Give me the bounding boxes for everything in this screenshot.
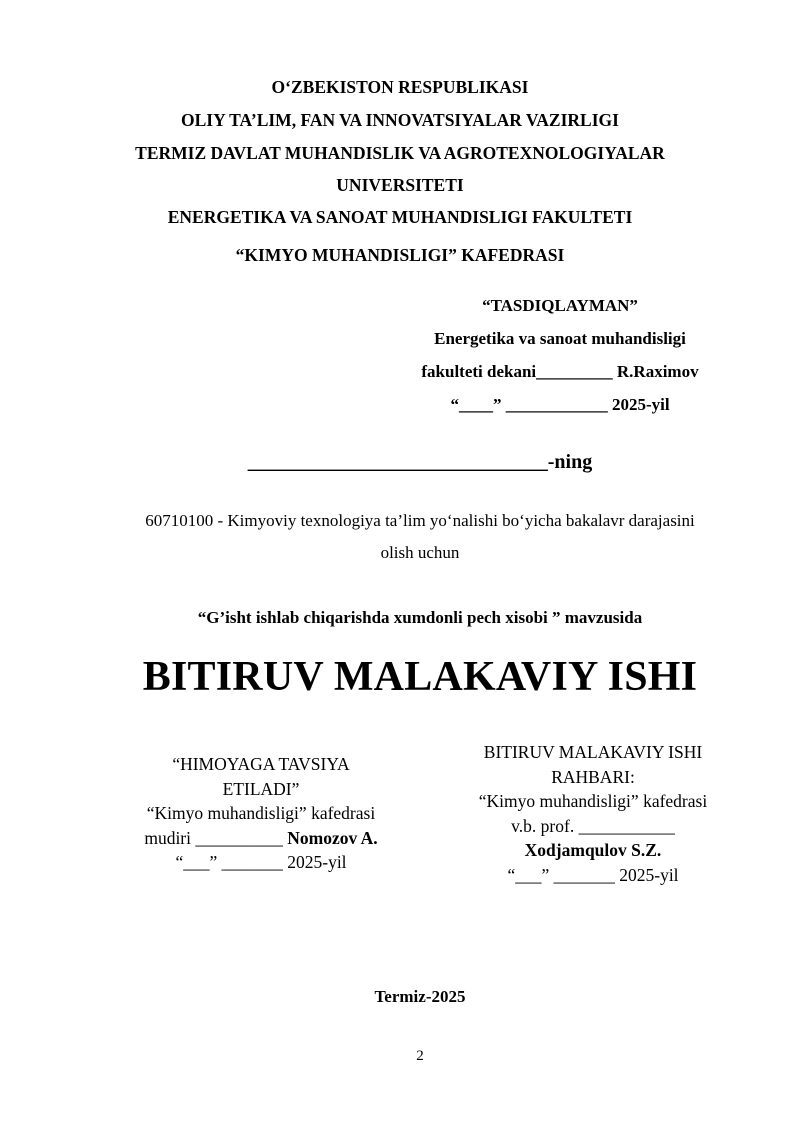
- left-line4: [130, 826, 392, 851]
- specialty-line2: olish uchun: [380, 543, 460, 562]
- left-line2: ETILADI”: [222, 778, 300, 799]
- header-university-line2: UNIVERSITETI: [336, 175, 464, 195]
- specialty-line1: 60710100 - Kimyoviy texnologiya ta’lim yo‘nalishi bo‘yicha bakalavr darajasini: [145, 511, 695, 530]
- approval-date: “____” ____________ 2025-yil: [450, 395, 670, 414]
- right-supervisor-name: Xodjamqulov S.Z.: [524, 840, 662, 860]
- defense-recommendation-block: [130, 752, 392, 875]
- right-line3: “Kimyo muhandisligi” kafedrasi: [478, 791, 708, 811]
- header-ministry: OLIY TA’LIM, FAN VA INNOVATSIYALAR VAZIRLIGI: [181, 110, 619, 130]
- left-line1: “HIMOYAGA TAVSIYA: [172, 754, 350, 774]
- right-line1: BITIRUV MALAKAVIY ISHI: [483, 742, 703, 762]
- left-head-name: Nomozov A.: [287, 827, 378, 848]
- header-university-line1: TERMIZ DAVLAT MUHANDISLIK VA AGROTEXNOLOGIYALAR: [135, 143, 665, 163]
- thesis-topic: “G’isht ishlab chiqarishda xumdonli pech xisobi ” mavzusida: [197, 608, 643, 627]
- header-country: O‘ZBEKISTON RESPUBLIKASI: [271, 77, 529, 97]
- right-line2: RAHBARI:: [551, 766, 635, 787]
- left-line5: “___” _______ 2025-yil: [175, 852, 347, 872]
- main-title: BITIRUV MALAKAVIY ISHI: [142, 654, 698, 700]
- page-number: 2: [416, 1048, 424, 1064]
- city-year: Termiz-2025: [374, 987, 466, 1006]
- approval-dean: fakulteti dekani_________ R.Raximov: [421, 362, 699, 381]
- right-line6: “___” _______ 2025-yil: [507, 864, 679, 885]
- approval-line1: Energetika va sanoat muhandisligi: [434, 329, 686, 348]
- header-department: “KIMYO MUHANDISLIGI” KAFEDRASI: [235, 245, 565, 265]
- left-head-prefix: mudiri __________: [144, 827, 288, 848]
- supervisor-block: [462, 740, 724, 887]
- right-line4: v.b. prof. ___________: [511, 815, 675, 836]
- header-faculty: ENERGETIKA VA SANOAT MUHANDISLIGI FAKULTETI: [167, 207, 633, 227]
- student-name-line: ______________________________-ning: [247, 451, 593, 473]
- left-line3: “Kimyo muhandisligi” kafedrasi: [146, 803, 376, 823]
- approval-title: “TASDIQLAYMAN”: [482, 296, 638, 315]
